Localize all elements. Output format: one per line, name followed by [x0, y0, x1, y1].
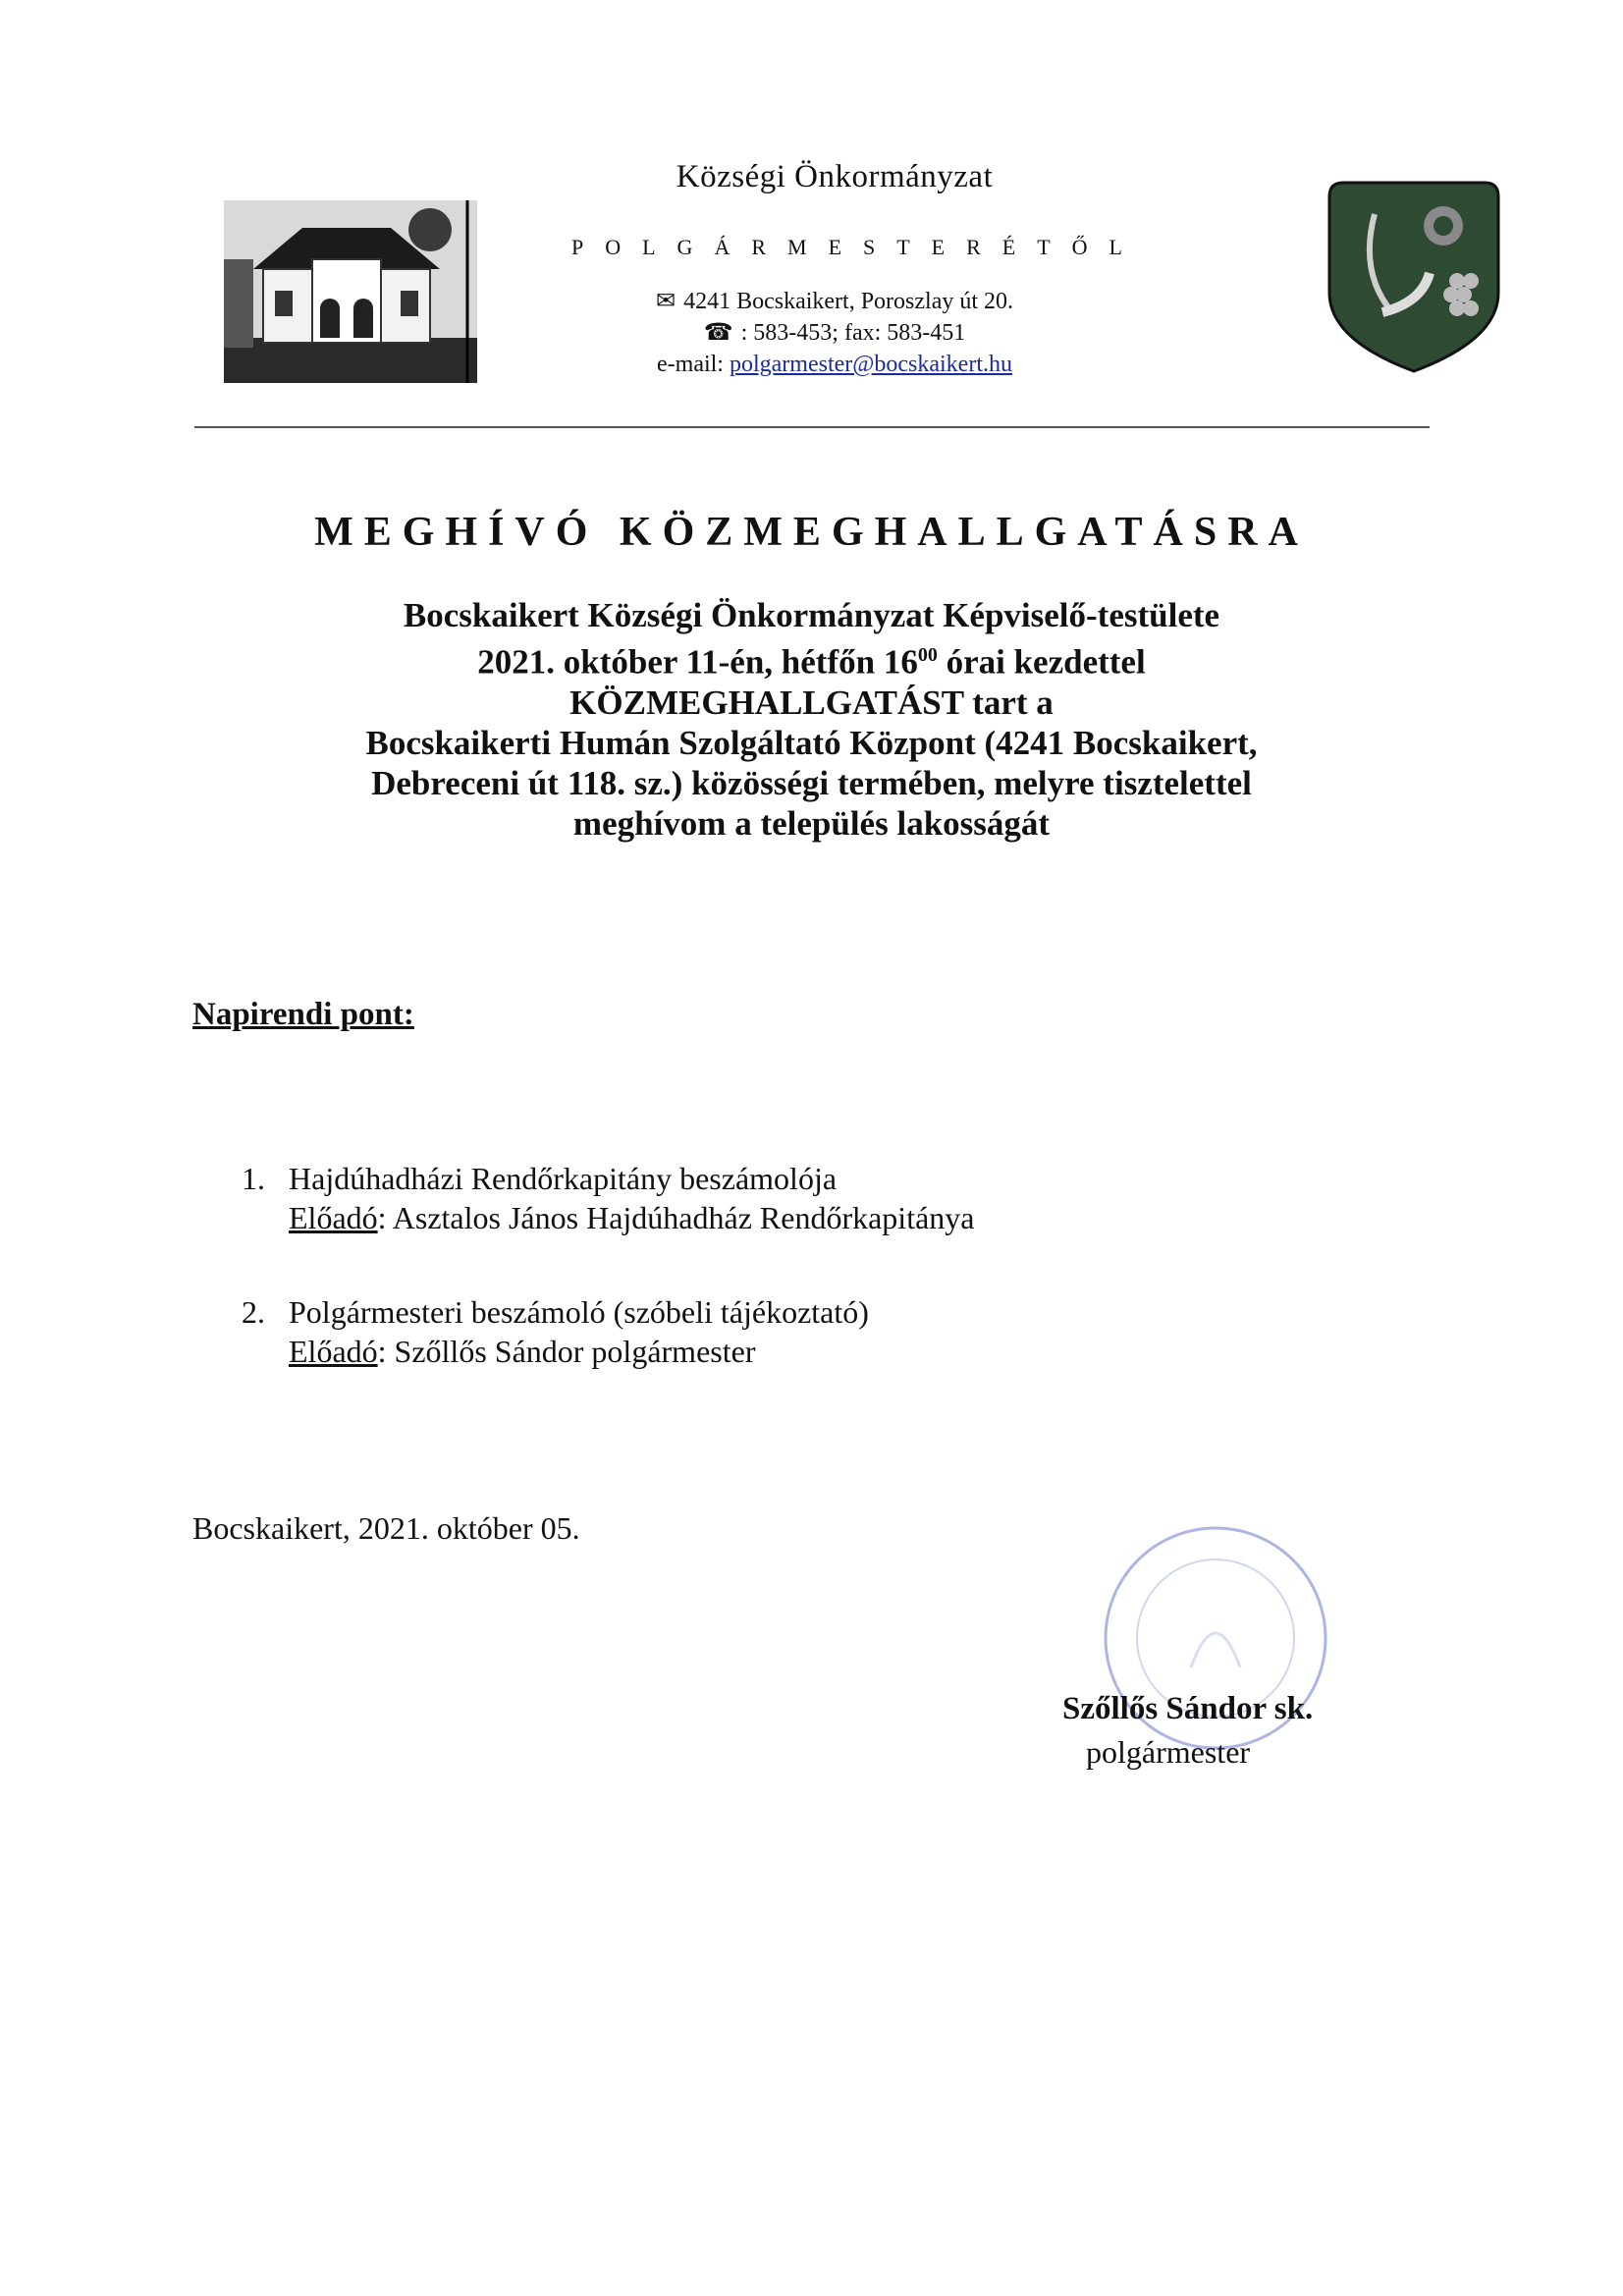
presenter-name: : Asztalos János Hajdúhadház Rendőrkapitánya: [377, 1200, 975, 1235]
agenda-item-number: 1.: [242, 1161, 265, 1196]
intro-line-5: Debreceni út 118. sz.) közösségi termében, melyre tisztelettel: [371, 763, 1252, 802]
intro-line-1: Bocskaikert Községi Önkormányzat Képviselő-testülete: [403, 596, 1220, 634]
intro-line-4: Bocskaikerti Humán Szolgáltató Központ (4241 Bocskaikert,: [365, 723, 1258, 762]
telephone-icon: ☎: [703, 320, 733, 346]
intro-line-3: KÖZMEGHALLGATÁST tart a: [569, 683, 1054, 722]
invitation-text: [177, 595, 1446, 844]
agenda-item-title: Hajdúhadházi Rendőrkapitány beszámolója: [289, 1161, 838, 1196]
signatory-name: Szőllős Sándor sk.: [1062, 1691, 1314, 1726]
date-line: Bocskaikert, 2021. október 05.: [192, 1510, 580, 1546]
letterhead: [550, 159, 1144, 380]
presenter-name: : Szőllős Sándor polgármester: [377, 1334, 756, 1369]
intro-line-6: meghívom a település lakosságát: [572, 803, 1051, 843]
signatory-title: polgármester: [1086, 1734, 1251, 1770]
agenda-item: [242, 1292, 869, 1371]
agenda-item-number: 2.: [242, 1294, 265, 1330]
agenda-item: [242, 1159, 974, 1237]
agenda-item-title: Polgármesteri beszámoló (szóbeli tájékoztató): [289, 1294, 869, 1330]
office-line: POLGÁRMESTERÉTŐL: [571, 235, 1144, 259]
page-title: MEGHÍVÓ KÖZMEGHALLGATÁSRA: [314, 510, 1309, 555]
address-text: 4241 Bocskaikert, Poroszlay út 20.: [683, 289, 1014, 314]
email-link[interactable]: polgarmester@bocskaikert.hu: [729, 352, 1012, 377]
header-divider: [194, 426, 1430, 428]
coat-of-arms: [1324, 175, 1504, 377]
presenter-label: Előadó: [289, 1200, 378, 1235]
phone-text: : 583-453; fax: 583-451: [740, 320, 966, 346]
org-name: Községi Önkormányzat: [676, 159, 994, 194]
presenter-label: Előadó: [289, 1334, 378, 1369]
town-hall-photo: [224, 200, 477, 383]
envelope-icon: ✉: [655, 289, 676, 314]
address-line: [550, 286, 1119, 380]
email-label: e-mail:: [657, 352, 724, 377]
agenda-heading: Napirendi pont:: [192, 997, 414, 1032]
intro-line-2: 2021. október 11-én, hétfőn $16^{00}$ órai kezdettel: [477, 642, 1146, 682]
